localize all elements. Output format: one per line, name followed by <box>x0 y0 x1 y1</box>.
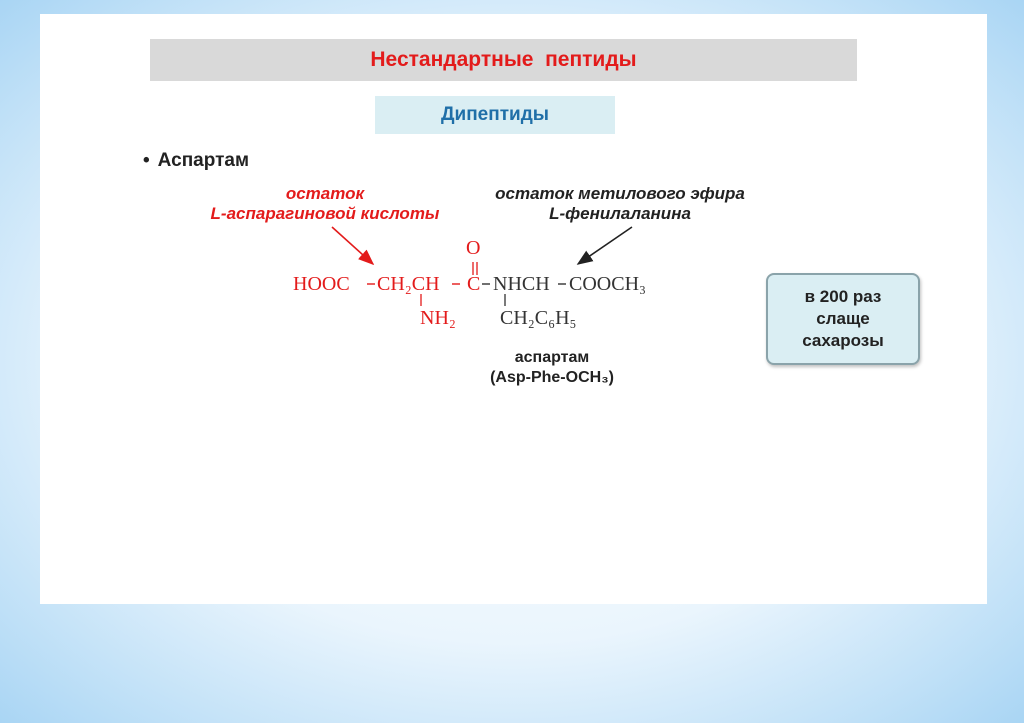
nhch-group: NHCH <box>493 273 550 295</box>
sweetness-note-box <box>766 273 920 365</box>
cooch3-group: COOCH₃ <box>569 273 646 295</box>
compound-caption <box>452 348 652 388</box>
bullet-text: Аспартам <box>157 150 250 171</box>
carbonyl-oxygen: O <box>466 237 481 259</box>
caption-formula: (Asp-Phe-OCH₃) <box>490 369 614 386</box>
ch2ch-group: CH₂CH <box>377 273 440 295</box>
section-subtitle: Дипептиды <box>375 96 615 134</box>
hooc-group: HOOC <box>293 273 350 295</box>
carbonyl-carbon: C <box>467 273 481 295</box>
benzyl-side-chain: CH₂C₆H₅ <box>500 307 577 329</box>
caption-name: аспартам <box>514 349 590 366</box>
bullet-dot: • <box>143 150 150 171</box>
phe-arrow <box>578 227 632 264</box>
phe-label-line2: L-фенилаланина <box>549 204 691 223</box>
amino-group: NH₂ <box>420 307 456 329</box>
phe-label-line1: остаток метилового эфира <box>495 184 745 203</box>
sweetness-line3: сахарозы <box>802 331 884 350</box>
asp-label-line1: остаток <box>285 184 365 203</box>
sweetness-line1: в 200 раз <box>804 287 882 306</box>
asp-label-line2: L-аспарагиновой кислоты <box>210 204 440 223</box>
slide <box>40 14 987 604</box>
slide-title: Нестандартные пептиды <box>150 39 857 81</box>
sweetness-line2: слаще <box>816 309 870 328</box>
asp-arrow <box>332 227 373 264</box>
